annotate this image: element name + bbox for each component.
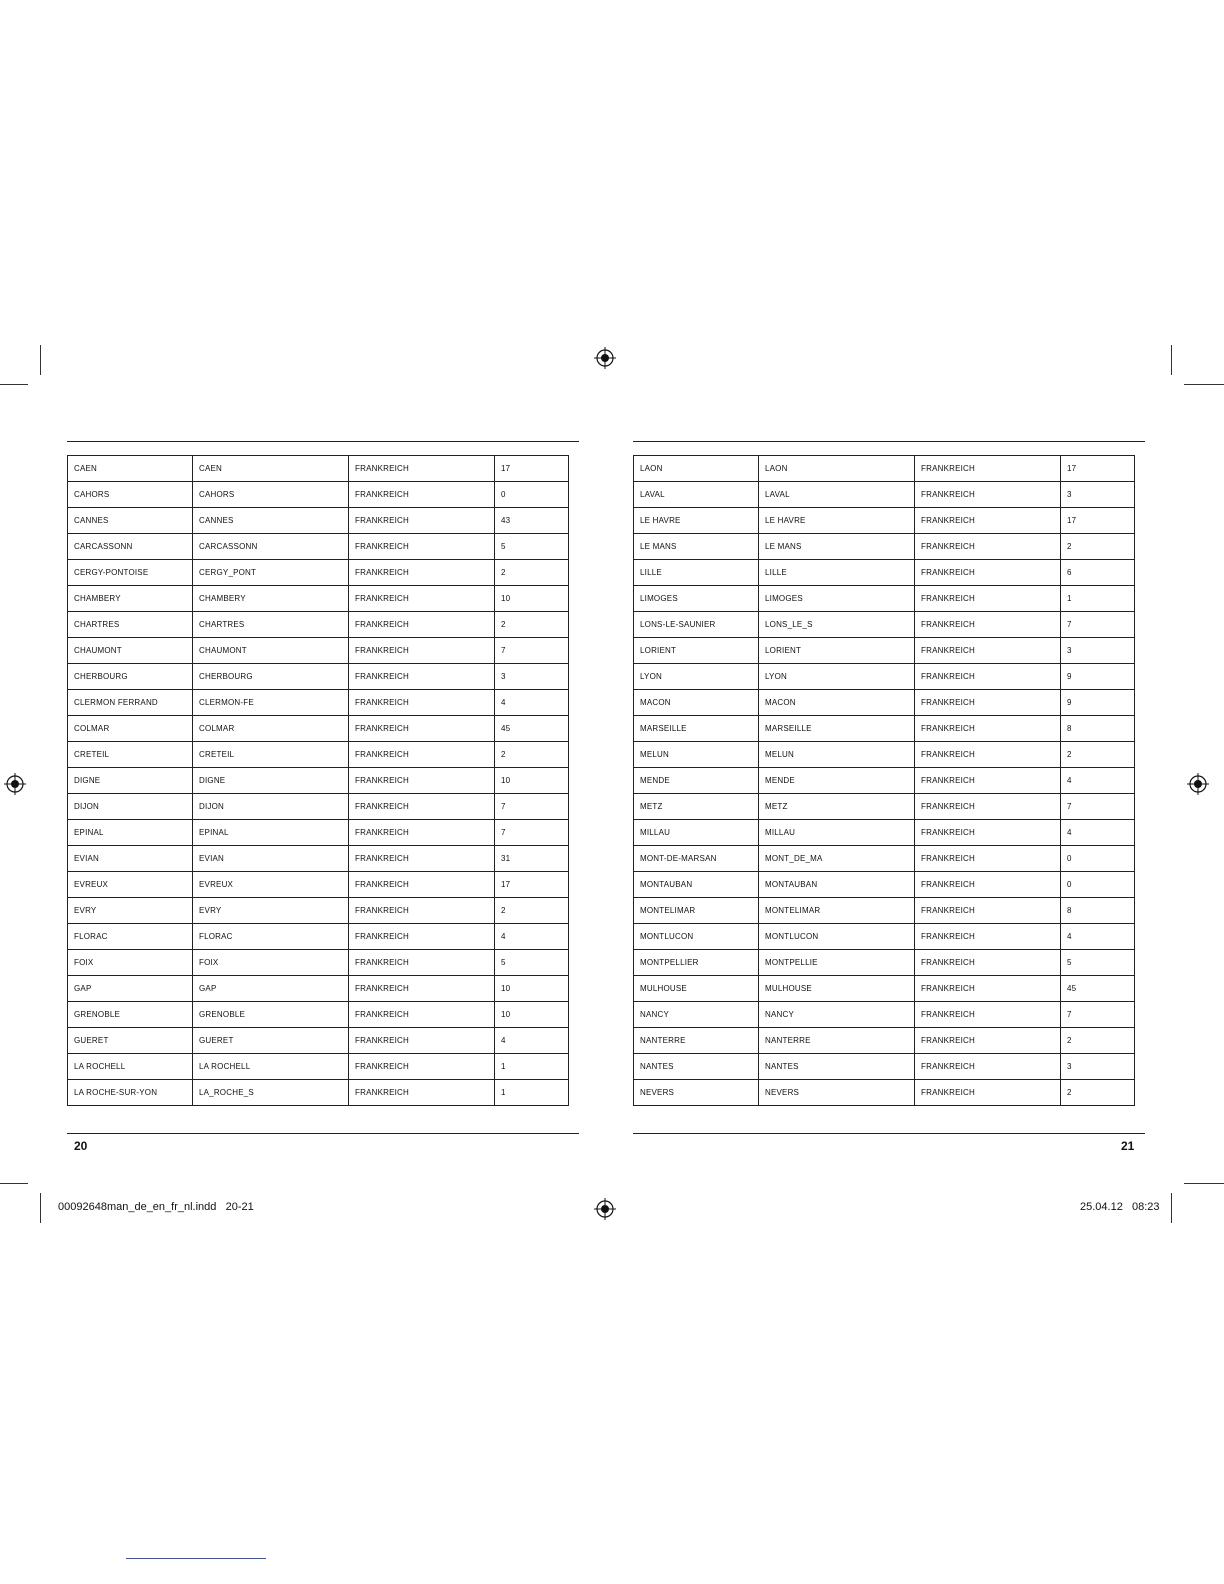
- city-code-cell: MONTELIMAR: [759, 898, 915, 924]
- value-cell: 10: [495, 976, 569, 1002]
- table-row: [68, 1080, 569, 1106]
- city-code-cell: MONTLUCON: [759, 924, 915, 950]
- table-row: [634, 768, 1135, 794]
- table-row: [634, 950, 1135, 976]
- country-cell: FRANKREICH: [915, 976, 1061, 1002]
- value-cell: 4: [495, 690, 569, 716]
- table-row: [68, 456, 569, 482]
- crop-mark-bottom-right-horizontal: [1184, 1183, 1224, 1184]
- table-row: [68, 560, 569, 586]
- table-row: [68, 508, 569, 534]
- country-cell: FRANKREICH: [915, 612, 1061, 638]
- table-row: [68, 1054, 569, 1080]
- country-cell: FRANKREICH: [915, 508, 1061, 534]
- table-row: [68, 768, 569, 794]
- city-name-cell: NANCY: [634, 1002, 759, 1028]
- value-cell: 7: [495, 794, 569, 820]
- city-code-cell: MARSEILLE: [759, 716, 915, 742]
- country-cell: FRANKREICH: [349, 716, 495, 742]
- city-name-cell: CANNES: [68, 508, 193, 534]
- table-row: [68, 638, 569, 664]
- table-row: [634, 872, 1135, 898]
- value-cell: 5: [495, 534, 569, 560]
- city-code-cell: CHERBOURG: [193, 664, 349, 690]
- city-name-cell: LAVAL: [634, 482, 759, 508]
- value-cell: 10: [495, 1002, 569, 1028]
- city-name-cell: CLERMON FERRAND: [68, 690, 193, 716]
- value-cell: 7: [495, 638, 569, 664]
- link-underline: [126, 1558, 266, 1559]
- country-cell: FRANKREICH: [349, 664, 495, 690]
- city-code-cell: CHARTRES: [193, 612, 349, 638]
- city-code-cell: CLERMON-FE: [193, 690, 349, 716]
- city-name-cell: GAP: [68, 976, 193, 1002]
- value-cell: 3: [495, 664, 569, 690]
- city-name-cell: LONS-LE-SAUNIER: [634, 612, 759, 638]
- city-code-cell: CERGY_PONT: [193, 560, 349, 586]
- crop-mark-top-left-horizontal: [0, 384, 28, 385]
- table-row: [634, 716, 1135, 742]
- city-code-cell: LE HAVRE: [759, 508, 915, 534]
- city-name-cell: NEVERS: [634, 1080, 759, 1106]
- crop-mark-bottom-left-horizontal: [0, 1183, 28, 1184]
- table-row: [634, 534, 1135, 560]
- city-code-cell: LONS_LE_S: [759, 612, 915, 638]
- city-code-cell: LILLE: [759, 560, 915, 586]
- city-name-cell: CHARTRES: [68, 612, 193, 638]
- country-cell: FRANKREICH: [915, 1054, 1061, 1080]
- country-cell: FRANKREICH: [915, 924, 1061, 950]
- city-code-cell: CHAUMONT: [193, 638, 349, 664]
- city-code-cell: LAON: [759, 456, 915, 482]
- table-row: [68, 534, 569, 560]
- left-page-bottom-rule: [67, 1133, 579, 1134]
- country-cell: FRANKREICH: [915, 638, 1061, 664]
- country-cell: FRANKREICH: [349, 508, 495, 534]
- city-name-cell: EVIAN: [68, 846, 193, 872]
- table-row: [68, 1028, 569, 1054]
- city-name-cell: CHAUMONT: [68, 638, 193, 664]
- table-row: [634, 664, 1135, 690]
- table-row: [68, 950, 569, 976]
- country-cell: FRANKREICH: [349, 612, 495, 638]
- city-name-cell: LIMOGES: [634, 586, 759, 612]
- country-cell: FRANKREICH: [349, 924, 495, 950]
- city-name-cell: LE MANS: [634, 534, 759, 560]
- table-row: [634, 794, 1135, 820]
- value-cell: 0: [1061, 872, 1135, 898]
- table-row: [634, 820, 1135, 846]
- country-cell: FRANKREICH: [349, 794, 495, 820]
- table-row: [68, 612, 569, 638]
- value-cell: 4: [495, 1028, 569, 1054]
- city-code-cell: MILLAU: [759, 820, 915, 846]
- country-cell: FRANKREICH: [349, 586, 495, 612]
- city-name-cell: MONTPELLIER: [634, 950, 759, 976]
- city-name-cell: CHERBOURG: [68, 664, 193, 690]
- city-name-cell: MONTLUCON: [634, 924, 759, 950]
- table-row: [68, 482, 569, 508]
- crop-mark-top-left-vertical: [40, 345, 41, 375]
- table-row: [68, 976, 569, 1002]
- country-cell: FRANKREICH: [915, 690, 1061, 716]
- country-cell: FRANKREICH: [349, 482, 495, 508]
- city-code-cell: CAHORS: [193, 482, 349, 508]
- value-cell: 45: [495, 716, 569, 742]
- table-row: [68, 690, 569, 716]
- country-cell: FRANKREICH: [349, 456, 495, 482]
- city-code-cell: COLMAR: [193, 716, 349, 742]
- value-cell: 7: [1061, 612, 1135, 638]
- right-page-number: 21: [1121, 1139, 1135, 1153]
- city-name-cell: MONTAUBAN: [634, 872, 759, 898]
- table-row: [68, 586, 569, 612]
- table-row: [634, 456, 1135, 482]
- city-code-cell: LORIENT: [759, 638, 915, 664]
- city-name-cell: MONTELIMAR: [634, 898, 759, 924]
- crop-mark-bottom-right-vertical: [1171, 1193, 1172, 1223]
- city-code-cell: MONT_DE_MA: [759, 846, 915, 872]
- table-row: [634, 924, 1135, 950]
- table-row: [634, 612, 1135, 638]
- country-cell: FRANKREICH: [915, 898, 1061, 924]
- country-cell: FRANKREICH: [349, 742, 495, 768]
- country-cell: FRANKREICH: [349, 1080, 495, 1106]
- city-code-cell: LYON: [759, 664, 915, 690]
- country-cell: FRANKREICH: [349, 950, 495, 976]
- value-cell: 45: [1061, 976, 1135, 1002]
- crop-mark-top-right-horizontal: [1184, 384, 1224, 385]
- table-row: [634, 638, 1135, 664]
- city-name-cell: LAON: [634, 456, 759, 482]
- value-cell: 3: [1061, 638, 1135, 664]
- left-page-number: 20: [74, 1139, 88, 1153]
- city-name-cell: NANTES: [634, 1054, 759, 1080]
- table-row: [68, 664, 569, 690]
- city-code-cell: MENDE: [759, 768, 915, 794]
- value-cell: 1: [495, 1054, 569, 1080]
- city-code-cell: CHAMBERY: [193, 586, 349, 612]
- country-cell: FRANKREICH: [915, 534, 1061, 560]
- city-name-cell: MARSEILLE: [634, 716, 759, 742]
- value-cell: 2: [1061, 742, 1135, 768]
- country-cell: FRANKREICH: [349, 1002, 495, 1028]
- table-row: [68, 1002, 569, 1028]
- country-cell: FRANKREICH: [915, 716, 1061, 742]
- city-name-cell: CRETEIL: [68, 742, 193, 768]
- country-cell: FRANKREICH: [349, 898, 495, 924]
- city-code-cell: DIGNE: [193, 768, 349, 794]
- table-row: [68, 846, 569, 872]
- city-name-cell: LYON: [634, 664, 759, 690]
- value-cell: 9: [1061, 690, 1135, 716]
- date-time-stamp: 25.04.12 08:23: [1080, 1201, 1160, 1213]
- city-name-cell: FLORAC: [68, 924, 193, 950]
- value-cell: 31: [495, 846, 569, 872]
- city-name-cell: EVRY: [68, 898, 193, 924]
- city-code-cell: NANTERRE: [759, 1028, 915, 1054]
- value-cell: 5: [495, 950, 569, 976]
- value-cell: 7: [1061, 794, 1135, 820]
- value-cell: 7: [1061, 1002, 1135, 1028]
- table-row: [634, 1002, 1135, 1028]
- city-code-cell: MELUN: [759, 742, 915, 768]
- city-name-cell: FOIX: [68, 950, 193, 976]
- city-code-cell: CANNES: [193, 508, 349, 534]
- table-row: [68, 924, 569, 950]
- city-name-cell: GRENOBLE: [68, 1002, 193, 1028]
- city-name-cell: CAEN: [68, 456, 193, 482]
- value-cell: 43: [495, 508, 569, 534]
- table-row: [634, 1028, 1135, 1054]
- country-cell: FRANKREICH: [349, 976, 495, 1002]
- table-row: [634, 690, 1135, 716]
- value-cell: 2: [495, 742, 569, 768]
- country-cell: FRANKREICH: [349, 560, 495, 586]
- file-slug: 00092648man_de_en_fr_nl.indd 20-21: [58, 1201, 254, 1213]
- value-cell: 0: [1061, 846, 1135, 872]
- value-cell: 1: [495, 1080, 569, 1106]
- right-city-table: [633, 455, 1135, 1106]
- value-cell: 3: [1061, 482, 1135, 508]
- country-cell: FRANKREICH: [349, 768, 495, 794]
- country-cell: FRANKREICH: [915, 664, 1061, 690]
- city-name-cell: MONT-DE-MARSAN: [634, 846, 759, 872]
- country-cell: FRANKREICH: [915, 456, 1061, 482]
- city-code-cell: CARCASSONN: [193, 534, 349, 560]
- country-cell: FRANKREICH: [349, 820, 495, 846]
- value-cell: 5: [1061, 950, 1135, 976]
- city-code-cell: METZ: [759, 794, 915, 820]
- city-name-cell: MULHOUSE: [634, 976, 759, 1002]
- value-cell: 17: [1061, 508, 1135, 534]
- crop-mark-bottom-left-vertical: [40, 1193, 41, 1223]
- value-cell: 2: [1061, 1080, 1135, 1106]
- city-code-cell: NEVERS: [759, 1080, 915, 1106]
- city-name-cell: CERGY-PONTOISE: [68, 560, 193, 586]
- city-code-cell: MONTPELLIE: [759, 950, 915, 976]
- left-city-table: [67, 455, 569, 1106]
- value-cell: 4: [1061, 924, 1135, 950]
- registration-mark-icon: [4, 773, 26, 795]
- city-name-cell: CAHORS: [68, 482, 193, 508]
- city-name-cell: COLMAR: [68, 716, 193, 742]
- city-code-cell: LA_ROCHE_S: [193, 1080, 349, 1106]
- table-row: [634, 1054, 1135, 1080]
- country-cell: FRANKREICH: [915, 768, 1061, 794]
- value-cell: 9: [1061, 664, 1135, 690]
- city-name-cell: MELUN: [634, 742, 759, 768]
- city-code-cell: EPINAL: [193, 820, 349, 846]
- value-cell: 17: [1061, 456, 1135, 482]
- city-code-cell: FOIX: [193, 950, 349, 976]
- right-page-bottom-rule: [633, 1133, 1145, 1134]
- registration-mark-icon: [594, 347, 616, 369]
- table-row: [634, 560, 1135, 586]
- city-code-cell: LAVAL: [759, 482, 915, 508]
- table-row: [68, 820, 569, 846]
- country-cell: FRANKREICH: [915, 742, 1061, 768]
- table-row: [634, 508, 1135, 534]
- value-cell: 6: [1061, 560, 1135, 586]
- country-cell: FRANKREICH: [349, 690, 495, 716]
- city-code-cell: CRETEIL: [193, 742, 349, 768]
- city-name-cell: DIJON: [68, 794, 193, 820]
- left-page-top-rule: [67, 441, 579, 442]
- table-row: [634, 898, 1135, 924]
- country-cell: FRANKREICH: [349, 1054, 495, 1080]
- country-cell: FRANKREICH: [915, 950, 1061, 976]
- country-cell: FRANKREICH: [915, 1002, 1061, 1028]
- table-row: [68, 872, 569, 898]
- city-code-cell: LIMOGES: [759, 586, 915, 612]
- table-row: [634, 1080, 1135, 1106]
- city-code-cell: MONTAUBAN: [759, 872, 915, 898]
- city-name-cell: CHAMBERY: [68, 586, 193, 612]
- city-code-cell: NANCY: [759, 1002, 915, 1028]
- city-name-cell: NANTERRE: [634, 1028, 759, 1054]
- city-code-cell: LA ROCHELL: [193, 1054, 349, 1080]
- right-page-top-rule: [633, 441, 1145, 442]
- city-code-cell: NANTES: [759, 1054, 915, 1080]
- table-row: [634, 742, 1135, 768]
- city-code-cell: GRENOBLE: [193, 1002, 349, 1028]
- country-cell: FRANKREICH: [915, 560, 1061, 586]
- country-cell: FRANKREICH: [349, 1028, 495, 1054]
- value-cell: 10: [495, 586, 569, 612]
- value-cell: 8: [1061, 898, 1135, 924]
- city-code-cell: CAEN: [193, 456, 349, 482]
- country-cell: FRANKREICH: [915, 820, 1061, 846]
- value-cell: 4: [1061, 820, 1135, 846]
- city-name-cell: MACON: [634, 690, 759, 716]
- city-name-cell: CARCASSONN: [68, 534, 193, 560]
- table-row: [68, 898, 569, 924]
- city-code-cell: MULHOUSE: [759, 976, 915, 1002]
- country-cell: FRANKREICH: [349, 846, 495, 872]
- value-cell: 2: [1061, 1028, 1135, 1054]
- value-cell: 7: [495, 820, 569, 846]
- table-row: [68, 742, 569, 768]
- value-cell: 3: [1061, 1054, 1135, 1080]
- value-cell: 10: [495, 768, 569, 794]
- city-name-cell: LILLE: [634, 560, 759, 586]
- table-row: [634, 586, 1135, 612]
- city-code-cell: EVIAN: [193, 846, 349, 872]
- table-row: [634, 846, 1135, 872]
- registration-mark-icon: [1187, 773, 1209, 795]
- city-name-cell: MENDE: [634, 768, 759, 794]
- value-cell: 4: [1061, 768, 1135, 794]
- city-name-cell: LA ROCHE-SUR-YON: [68, 1080, 193, 1106]
- country-cell: FRANKREICH: [915, 846, 1061, 872]
- value-cell: 2: [1061, 534, 1135, 560]
- city-code-cell: FLORAC: [193, 924, 349, 950]
- city-code-cell: GAP: [193, 976, 349, 1002]
- table-row: [68, 794, 569, 820]
- country-cell: FRANKREICH: [915, 1028, 1061, 1054]
- city-name-cell: LE HAVRE: [634, 508, 759, 534]
- registration-mark-icon: [594, 1198, 616, 1220]
- city-name-cell: GUERET: [68, 1028, 193, 1054]
- country-cell: FRANKREICH: [915, 586, 1061, 612]
- city-code-cell: LE MANS: [759, 534, 915, 560]
- city-code-cell: MACON: [759, 690, 915, 716]
- table-row: [634, 482, 1135, 508]
- table-row: [68, 716, 569, 742]
- value-cell: 2: [495, 898, 569, 924]
- country-cell: FRANKREICH: [915, 1080, 1061, 1106]
- country-cell: FRANKREICH: [349, 638, 495, 664]
- city-code-cell: EVREUX: [193, 872, 349, 898]
- city-name-cell: METZ: [634, 794, 759, 820]
- city-name-cell: LORIENT: [634, 638, 759, 664]
- value-cell: 8: [1061, 716, 1135, 742]
- city-name-cell: DIGNE: [68, 768, 193, 794]
- city-code-cell: DIJON: [193, 794, 349, 820]
- country-cell: FRANKREICH: [915, 482, 1061, 508]
- value-cell: 2: [495, 612, 569, 638]
- city-name-cell: EVREUX: [68, 872, 193, 898]
- city-code-cell: EVRY: [193, 898, 349, 924]
- value-cell: 2: [495, 560, 569, 586]
- value-cell: 4: [495, 924, 569, 950]
- crop-mark-top-right-vertical: [1171, 345, 1172, 375]
- country-cell: FRANKREICH: [349, 534, 495, 560]
- value-cell: 17: [495, 872, 569, 898]
- city-name-cell: LA ROCHELL: [68, 1054, 193, 1080]
- country-cell: FRANKREICH: [349, 872, 495, 898]
- country-cell: FRANKREICH: [915, 872, 1061, 898]
- value-cell: 17: [495, 456, 569, 482]
- city-name-cell: EPINAL: [68, 820, 193, 846]
- country-cell: FRANKREICH: [915, 794, 1061, 820]
- city-name-cell: MILLAU: [634, 820, 759, 846]
- table-row: [634, 976, 1135, 1002]
- value-cell: 1: [1061, 586, 1135, 612]
- value-cell: 0: [495, 482, 569, 508]
- city-code-cell: GUERET: [193, 1028, 349, 1054]
